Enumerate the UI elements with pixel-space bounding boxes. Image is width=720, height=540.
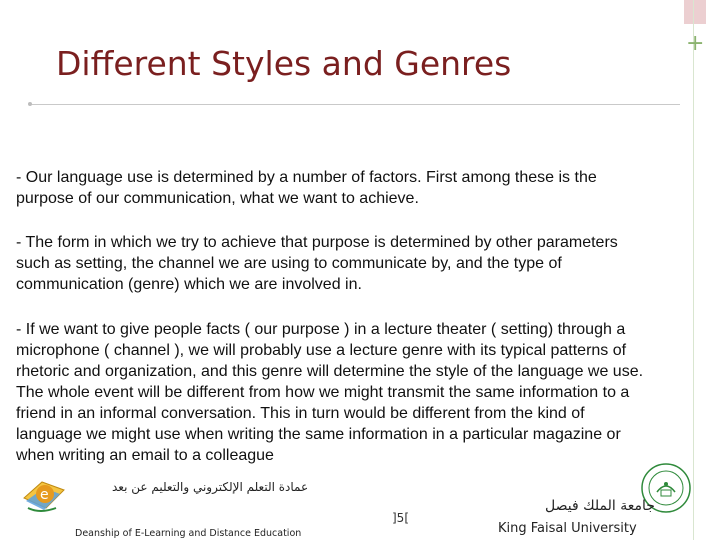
deanship-arabic-name: عمادة التعلم الإلكتروني والتعليم عن بعد xyxy=(112,480,309,494)
svg-text:e: e xyxy=(40,487,49,503)
university-english-name: King Faisal University xyxy=(498,521,637,536)
page-number: ]5[ xyxy=(392,511,409,525)
slide-title: Different Styles and Genres xyxy=(56,44,512,83)
title-underline xyxy=(30,104,680,105)
paragraph-form: - The form in which we try to achieve that purpose is determined by other parameters such as setting, the channel we are using to communicate by, and the type of communication (genre) which we are involved in. xyxy=(16,234,618,293)
plus-icon: + xyxy=(686,31,705,56)
title-underline-dot xyxy=(28,102,32,106)
deanship-english-name: Deanship of E-Learning and Distance Education xyxy=(75,528,302,539)
paragraph-purpose: - Our language use is determined by a number of factors. First among these is the purpose of our communication, what we want to achieve. xyxy=(16,169,597,207)
accent-square xyxy=(684,0,706,24)
slide-footer xyxy=(0,458,684,540)
accent-divider-line xyxy=(693,0,694,540)
e-learning-logo-icon xyxy=(20,468,70,516)
paragraph-example: - If we want to give people facts ( our purpose ) in a lecture theater ( setting) through a microphone ( channel ), we will probably use a lecture genre with its typical patterns of rhetoric and organization, and this genre will determine the style of the language we use. The whole event will be different from how we might transmit the same information to a friend in an informal conversation. This in turn would be different from the kind of language we might use when writing the same information in a particular magazine or when writing an email to a colleague xyxy=(16,321,644,464)
university-arabic-name: جامعة الملك فيصل xyxy=(545,498,655,514)
